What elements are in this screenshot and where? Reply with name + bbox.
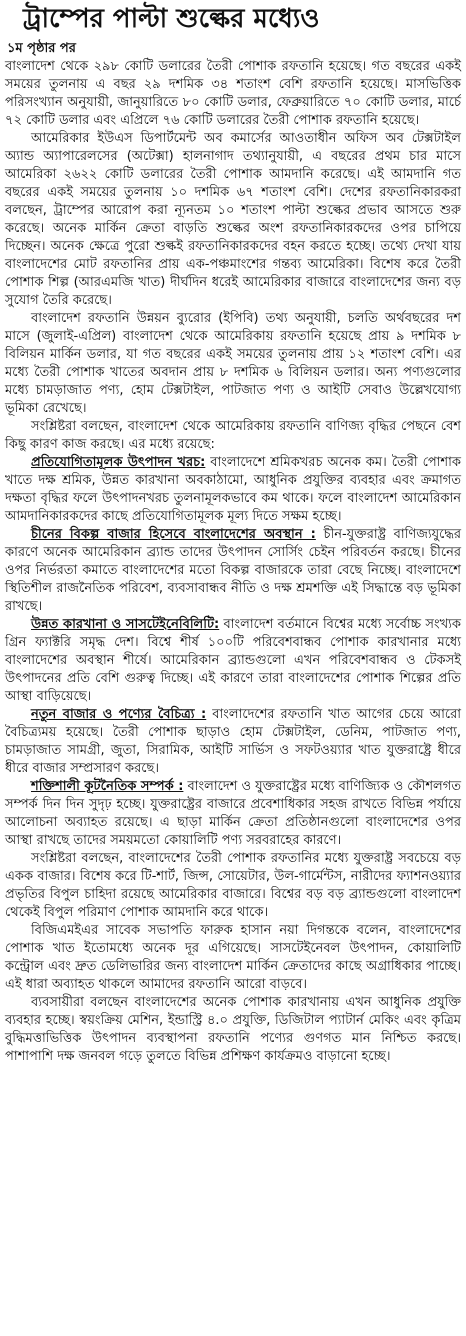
paragraph-text: বাংলাদেশের রফতানি খাত আগের চেয়ে আরো বৈচিত্র্যময় হয়েছে। তৈরী পোশাক ছাড়াও হোম টেক্সটাইল, ডেনিম, পাটজাত পণ্য, চামড়াজাত সামগ্রী, জুতা, সিরামিক, আইটি সার্ভিস ও সফটওয়্যার খাত যুক্তরাষ্ট্রে ধীরে ধীরে বাজার সম্প্রসারণ করছে। — [5, 707, 461, 776]
paragraph-text: চীন-যুক্তরাষ্ট্র বাণিজ্যযুদ্ধের কারণে অনেক আমেরিকান ব্র্যান্ড তাদের উৎপাদন সোর্সিং চেইন পরিবর্তন করছে। চীনের ওপর নির্ভরতা কমাতে বাংলাদেশের মতো বিকল্প বাজারকে তারা বেছে নিচ্ছে। বাংলাদেশে স্থিতিশীল রাজনৈতিক পরিবেশ, ব্যবসাবান্ধব নীতি ও দক্ষ শ্রমশক্তি এই সিদ্ধান্তে বড় ভূমিকা রাখছে। — [5, 527, 462, 614]
paragraph-text: বিজিএমইএর সাবেক সভাপতি ফারুক হাসান নয়া দিগন্তকে বলেন, বাংলাদেশের পোশাক খাত ইতোমধ্যে অনেক দূর এগিয়েছে। সাসটেইনেবল উৎপাদন, কোয়ালিটি কন্ট্রোল এবং দ্রুত ডেলিভারির জন্য বাংলাদেশ মার্কিন ক্রেতাদের কাছে অগ্রাধিকার পাচ্ছে। এই ধারা অব্যাহত থাকলে আমাদের রফতানি আরো বাড়বে। — [5, 923, 461, 992]
article-paragraph — [5, 454, 461, 526]
article-paragraph — [5, 616, 461, 706]
paragraph-text: বাংলাদেশ রফতানি উন্নয়ন ব্যুরোর (ইপিবি) তথ্য অনুযায়ী, চলতি অর্থবছরের দশ মাসে (জুলাই-এপ্রিল) বাংলাদেশ থেকে আমেরিকায় রফতানি হয়েছে প্রায় ৯ দশমিক ৮ বিলিয়ন মার্কিন ডলার, যা গত বছরের একই সময়ের তুলনায় প্রায় ১২ শতাংশ বেশি। এর মধ্যে তৈরী পোশাক খাতের অবদান প্রায় ৮ দশমিক ৬ বিলিয়ন ডলার। অন্য পণ্যগুলোর মধ্যে চামড়াজাত পণ্য, হোম টেক্সটাইল, পাটজাত পণ্য ও আইটি সেবাও উল্লেখযোগ্য ভূমিকা রেখেছে। — [5, 311, 461, 416]
article-paragraph — [5, 850, 461, 922]
paragraph-text: সংশ্লিষ্টরা বলছেন, বাংলাদেশ থেকে আমেরিকায় রফতানি বাণিজ্য বৃদ্ধির পেছনে বেশ কিছু কারণ কাজ করছে। এর মধ্যে রয়েছে: — [5, 419, 461, 452]
paragraph-text: বাংলাদেশ থেকে ২৯৮ কোটি ডলারের তৈরী পোশাক রফতানি হয়েছে। গত বছরের একই সময়ের তুলনায় এ বছর ২৯ দশমিক ৩৪ শতাংশ বেশি রফতানি হয়েছে। মাসভিত্তিক পরিসংখ্যান অনুযায়ী, জানুয়ারিতে ৮০ কোটি ডলার, ফেব্রুয়ারিতে ৭০ কোটি ডলার, মার্চে ৭২ কোটি ডলার এবং এপ্রিলে ৭৬ কোটি ডলারের তৈরী পোশাক রফতানি হয়েছে। — [5, 59, 461, 128]
article-paragraph — [5, 994, 461, 1066]
paragraph-text: বাংলাদেশে শ্রমিকখরচ অনেক কম। তৈরী পোশাক খাতে দক্ষ শ্রমিক, উন্নত কারখানা অবকাঠামো, আধুনিক প্রযুক্তির ব্যবহার এবং ক্রমাগত দক্ষতা বৃদ্ধির ফলে উৎপাদনখরচ তুলনামূলকভাবে কম থাকে। ফলে বাংলাদেশ আমেরিকান আমদানিকারকদের কাছে প্রতিযোগিতামূলক মূল্য দিতে সক্ষম হচ্ছে। — [5, 455, 461, 524]
jump-label: ১ম পৃষ্ঠার পর — [7, 41, 76, 56]
paragraph-subheading: প্রতিযোগিতামূলক উৎপাদন খরচ: — [31, 455, 206, 470]
article-paragraph — [5, 418, 461, 454]
paragraph-text: সংশ্লিষ্টরা বলছেন, বাংলাদেশের তৈরী পোশাক রফতানির মধ্যে যুক্তরাষ্ট্র সবচেয়ে বড় একক বাজার। বিশেষ করে টি-শার্ট, জিন্স, সোয়েটার, উল-গার্মেন্টস, নারীদের ফ্যাশনওয়্যার প্রভৃতির বিপুল চাহিদা রয়েছে আমেরিকার বাজারে। বিশ্বের বড় বড় ব্র্যান্ডগুলো বাংলাদেশ থেকেই বিপুল পরিমাণ পোশাক আমদানি করে থাকে। — [5, 851, 461, 920]
article-body — [5, 58, 461, 1066]
article-paragraph — [5, 922, 461, 994]
article-paragraph — [5, 130, 461, 310]
article-paragraph — [5, 706, 461, 778]
paragraph-text: আমেরিকার ইউএস ডিপার্টমেন্ট অব কমার্সের আওতাধীন অফিস অব টেক্সটাইল অ্যান্ড অ্যাপারেলসের (অটেক্সা) হালনাগাদ তথ্যানুযায়ী, এ বছরের প্রথম চার মাসে আমেরিকা ২৬২২ কোটি ডলারের তৈরী পোশাক আমদানি করেছে। এই আমদানি গত বছরের একই সময়ের তুলনায় ১০ দশমিক ৬৭ শতাংশ বেশি। দেশের রফতানিকারকরা বলছেন, ট্রাম্পের আরোপ করা ন্যূনতম ১০ শতাংশ পাল্টা শুল্কের প্রভাব আসতে শুরু করেছে। অনেক মার্কিন ক্রেতা বাড়তি শুল্কের অংশ রফতানিকারকদের ওপর চাপিয়ে দিচ্ছেন। অনেক ক্ষেত্রে পুরো শুল্কই রফতানিকারকদের বহন করতে হচ্ছে। তথ্যে দেখা যায় বাংলাদেশের মোট রফতানির প্রায় এক-পঞ্চমাংশের গন্তব্য আমেরিকা। বিশেষ করে তৈরী পোশাক শিল্প (আরএমজি খাত) দীর্ঘদিন ধরেই আমেরিকার বাজারে বাংলাদেশের জন্য বড় সুযোগ তৈরি করেছে। — [5, 131, 461, 308]
article-paragraph — [5, 58, 461, 130]
headline: ট্রাম্পের পাল্টা শুল্কের মধ্যেও — [23, 4, 320, 34]
paragraph-text: বাংলাদেশ বর্তমানে বিশ্বের মধ্যে সর্বোচ্চ সংখ্যক গ্রিন ফ্যাক্টরি সমৃদ্ধ দেশ। বিশ্বে শীর্ষ ১০০টি পরিবেশবান্ধব পোশাক কারখানার মধ্যে বাংলাদেশের অবস্থান শীর্ষে। আমেরিকান ব্র্যান্ডগুলো এখন পরিবেশবান্ধব ও টেকসই উৎপাদনের প্রতি বেশি গুরুত্ব দিচ্ছে। এই কারণে তারা বাংলাদেশের পোশাক শিল্পের প্রতি আস্থা বাড়িয়েছে। — [5, 617, 461, 704]
paragraph-subheading: শক্তিশালী কূটনৈতিক সম্পর্ক : — [31, 779, 184, 794]
article-paragraph — [5, 778, 461, 850]
paragraph-subheading: উন্নত কারখানা ও সাসটেইনেবিলিটি: — [31, 617, 220, 632]
paragraph-subheading: চীনের বিকল্প বাজার হিসেবে বাংলাদেশের অবস্থান : — [31, 527, 316, 542]
paragraph-subheading: নতুন বাজার ও পণ্যের বৈচিত্র্য : — [31, 707, 207, 722]
article-paragraph — [5, 526, 461, 616]
paragraph-text: বাংলাদেশ ও যুক্তরাষ্ট্রের মধ্যে বাণিজ্যিক ও কৌশলগত সম্পর্ক দিন দিন সুদৃঢ় হচ্ছে। যুক্তরাষ্ট্রের বাজারে প্রবেশাধিকার সহজ রাখতে বিভিন্ন পর্যায়ে আলোচনা অব্যাহত রয়েছে। এ ছাড়া মার্কিন ক্রেতা প্রতিষ্ঠানগুলো বাংলাদেশের ওপর আস্থা রাখছে তাদের সময়মতো কোয়ালিটি পণ্য সরবরাহের কারণে। — [5, 779, 462, 848]
article-paragraph — [5, 310, 461, 418]
paragraph-text: ব্যবসায়ীরা বলছেন বাংলাদেশের অনেক পোশাক কারখানায় এখন আধুনিক প্রযুক্তি ব্যবহার হচ্ছে। স্বয়ংক্রিয় মেশিন, ইন্ডাস্ট্রি ৪.০ প্রযুক্তি, ডিজিটাল প্যাটার্ন মেকিং এবং কৃত্রিম বুদ্ধিমত্তাভিত্তিক উৎপাদন ব্যবস্থাপনা রফতানি পণ্যের গুণগত মান নিশ্চিত করছে। পাশাপাশি দক্ষ জনবল গড়ে তুলতে বিভিন্ন প্রশিক্ষণ কার্যক্রমও বাড়ানো হচ্ছে। — [5, 995, 461, 1064]
